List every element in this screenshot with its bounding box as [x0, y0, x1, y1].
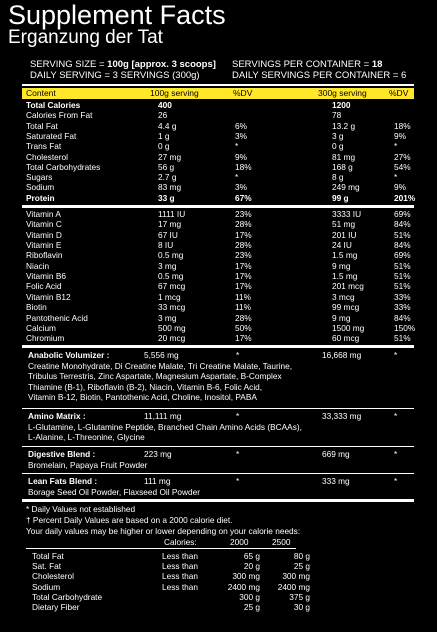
vitamin-value-300g: 201 IU	[332, 229, 357, 240]
dv-table-row	[22, 602, 414, 612]
vitamin-row	[22, 333, 414, 343]
dv-value-2500: 300 mg	[282, 571, 310, 582]
dv-2500: 2500	[272, 537, 291, 547]
macro-value-100g: 83 mg	[158, 182, 182, 193]
macro-dv-100g: 6%	[235, 120, 247, 131]
footnote-asterisk: * Daily Values not established	[26, 504, 136, 514]
vitamin-name: Vitamin D	[26, 229, 62, 240]
serving-size-label: SERVING SIZE =	[30, 59, 108, 70]
vitamin-value-100g: 67 mcg	[158, 281, 186, 292]
vitamin-value-100g: 3 mg	[158, 260, 177, 271]
header-dv-100g: %DV	[233, 88, 253, 98]
macro-dv-300g: 27%	[394, 151, 411, 162]
blend-value-300g: 669 mg	[322, 449, 350, 459]
macro-name: Total Fat	[26, 120, 58, 131]
blend-dv-100g: *	[236, 350, 240, 360]
macro-name: Total Carbohydrates	[26, 161, 101, 172]
blend-name: Digestive Blend :	[28, 449, 96, 459]
vitamin-value-300g: 51 mg	[332, 219, 356, 230]
blend-value-100g: 223 mg	[144, 449, 172, 459]
blend-ingredients: Thiamine (B-1), Riboflavin (B-2), Niacin, Vitamin B-6, Folic Acid,	[28, 381, 263, 392]
blend-dv-100g: *	[236, 449, 240, 459]
vitamin-value-100g: 8 IU	[158, 240, 174, 251]
macro-name: Total Calories	[26, 100, 81, 110]
vitamin-value-100g: 17 mg	[158, 219, 182, 230]
dv-nutrient: Total Carbohydrate	[32, 591, 103, 602]
vitamin-dv-300g: 84%	[394, 240, 411, 251]
vitamin-name: Folic Acid	[26, 281, 62, 292]
top-divider	[22, 84, 414, 86]
blend-name: Lean Fats Blend :	[28, 476, 98, 486]
dv-value-2500: 2400 mg	[277, 581, 310, 592]
vitamin-row	[22, 240, 414, 250]
blend-block	[22, 449, 414, 470]
dv-value-2000: 25 g	[243, 602, 260, 612]
header-dv-300g: %DV	[389, 88, 409, 98]
macro-value-100g: 400	[158, 100, 172, 110]
vitamin-name: Vitamin C	[26, 219, 62, 230]
vitamin-dv-100g: 28%	[235, 219, 252, 230]
macro-row	[22, 110, 414, 120]
vitamin-dv-100g: 17%	[235, 281, 252, 292]
vitamin-name: Niacin	[26, 260, 50, 271]
macro-value-300g: 13.2 g	[332, 120, 356, 131]
macro-dv-300g: 54%	[394, 161, 411, 172]
vitamin-value-300g: 201 mcg	[332, 281, 364, 292]
dv-value-2000: 20 g	[243, 561, 260, 572]
vitamin-name: Pantothenic Acid	[26, 312, 88, 323]
vitamin-row	[22, 271, 414, 281]
dv-nutrient: Cholesterol	[32, 571, 74, 582]
vitamin-value-300g: 99 mcg	[332, 302, 360, 313]
vitamin-dv-100g: 17%	[235, 260, 252, 271]
vitamin-dv-100g: 11%	[235, 302, 251, 313]
macro-value-300g: 81 mg	[332, 151, 356, 162]
macro-value-300g: 3 g	[332, 130, 344, 141]
blend-header-row	[22, 411, 414, 421]
vitamin-value-100g: 0.5 mg	[158, 271, 184, 282]
vitamin-dv-300g: 51%	[394, 271, 411, 282]
macro-dv-300g: 201%	[394, 192, 416, 203]
blend-dv-300g: *	[394, 449, 398, 459]
servings-per-container	[232, 59, 382, 70]
vitamin-value-300g: 24 IU	[332, 240, 352, 251]
dv-compare: Less than	[162, 571, 198, 582]
vitamin-dv-300g: 51%	[394, 260, 411, 271]
vitamin-dv-300g: 51%	[394, 229, 411, 240]
macro-divider	[22, 205, 414, 208]
blend-block	[22, 350, 414, 403]
vitamin-dv-100g: 11%	[235, 291, 251, 302]
macro-name: Calories From Fat	[26, 110, 93, 121]
macro-row	[22, 121, 414, 131]
blend-header-row	[22, 449, 414, 459]
vitamin-value-300g: 1.5 mg	[332, 250, 358, 261]
blend-value-100g: 5,556 mg	[144, 350, 179, 360]
dv-value-2000: 300 mg	[232, 571, 260, 582]
vitamin-dv-100g: 28%	[235, 312, 252, 323]
vitamin-divider	[22, 345, 414, 348]
blend-separator	[22, 473, 414, 474]
macro-name: Sugars	[26, 172, 53, 183]
macro-name: Cholesterol	[26, 151, 68, 162]
macro-dv-100g: 9%	[235, 151, 247, 162]
macro-value-100g: 27 mg	[158, 151, 182, 162]
macro-value-100g: 56 g	[158, 161, 175, 172]
vitamin-value-100g: 0.5 mg	[158, 250, 184, 261]
vitamin-row	[22, 230, 414, 240]
dv-table-header	[22, 537, 414, 547]
label-title: Supplement Facts	[8, 0, 226, 30]
macro-value-300g: 249 mg	[332, 182, 360, 193]
macro-name: Trans Fat	[26, 141, 62, 152]
vitamin-name: Vitamin B6	[26, 271, 66, 282]
vitamin-value-100g: 1 mcg	[158, 291, 181, 302]
macro-value-100g: 1 g	[158, 130, 170, 141]
vitamin-dv-300g: 33%	[394, 291, 411, 302]
vitamin-dv-300g: 84%	[394, 312, 411, 323]
footnote-percent: † Percent Daily Values are based on a 2000 calorie diet.	[26, 515, 233, 525]
vitamin-name: Vitamin E	[26, 240, 62, 251]
dv-value-2500: 25 g	[293, 561, 310, 572]
vitamin-value-300g: 60 mcg	[332, 333, 360, 344]
vitamin-dv-100g: 23%	[235, 250, 252, 261]
macro-dv-100g: *	[235, 172, 239, 183]
dv-value-2500: 80 g	[293, 551, 310, 561]
dv-table-rule	[26, 548, 296, 549]
vitamin-dv-300g: 51%	[394, 333, 411, 344]
serving-size	[30, 59, 216, 70]
daily-serving: DAILY SERVING = 3 SERVINGS (300g)	[30, 70, 200, 81]
macro-dv-300g: 18%	[394, 120, 411, 131]
dv-compare: Less than	[162, 561, 198, 572]
blend-value-100g: 11,111 mg	[144, 411, 182, 421]
macro-dv-100g: 18%	[235, 161, 252, 172]
vitamin-dv-100g: 17%	[235, 333, 252, 344]
vitamin-value-300g: 9 mg	[332, 312, 351, 323]
vitamin-value-300g: 1500 mg	[332, 322, 365, 333]
dv-compare: Less than	[162, 551, 198, 561]
dv-table-row	[22, 592, 414, 602]
macro-value-300g: 0 g	[332, 141, 344, 152]
vitamin-row	[22, 292, 414, 302]
macro-value-300g: 99 g	[332, 192, 349, 203]
dv-calories-label: Calories:	[164, 537, 197, 547]
daily-servings-per-container: DAILY SERVINGS PER CONTAINER = 6	[232, 70, 407, 81]
vitamin-row	[22, 209, 414, 219]
macro-name: Saturated Fat	[26, 130, 77, 141]
blend-dv-100g: *	[236, 476, 240, 486]
macro-dv-100g: 67%	[235, 192, 252, 203]
blend-dv-300g: *	[394, 411, 398, 421]
macro-value-100g: 4.4 g	[158, 120, 177, 131]
vitamin-dv-100g: 17%	[235, 271, 252, 282]
vitamin-name: Vitamin A	[26, 209, 61, 219]
dv-table-row	[22, 582, 414, 592]
label-subtitle: Erganzung der Tat	[8, 27, 163, 48]
header-100g: 100g serving	[150, 88, 199, 98]
macro-dv-300g: *	[394, 172, 398, 183]
vitamin-value-300g: 3 mcg	[332, 291, 355, 302]
blend-separator	[22, 408, 414, 409]
vitamin-name: Riboflavin	[26, 250, 63, 261]
blend-value-300g: 33,333 mg	[322, 411, 362, 421]
blend-name: Anabolic Volumizer :	[28, 350, 110, 360]
macro-dv-100g: 3%	[235, 130, 247, 141]
vitamin-row	[22, 302, 414, 312]
macro-dv-300g: 9%	[394, 130, 406, 141]
macro-value-300g: 168 g	[332, 161, 353, 172]
dv-table-row	[22, 551, 414, 561]
macro-name: Sodium	[26, 182, 55, 193]
blend-name: Amino Matrix :	[28, 411, 86, 421]
blend-header-row	[22, 476, 414, 486]
vitamin-value-100g: 1111 IU	[158, 209, 186, 219]
macro-value-300g: 78	[332, 110, 342, 121]
vitamin-dv-300g: 69%	[394, 250, 411, 261]
dv-value-2000: 2400 mg	[227, 581, 260, 592]
blend-value-300g: 16,668 mg	[322, 350, 362, 360]
vitamin-row	[22, 261, 414, 271]
footnote-calories: Your daily values may be higher or lower depending on your calorie needs:	[26, 526, 301, 536]
blend-ingredients: Creatine Monohydrate, Di Creatine Malate, Tri Creatine Malate, Taurine,	[28, 361, 293, 371]
macro-value-100g: 26	[158, 110, 168, 121]
blend-block	[22, 411, 414, 443]
blend-value-300g: 333 mg	[322, 476, 350, 486]
vitamin-dv-300g: 51%	[394, 281, 411, 292]
vitamin-value-100g: 20 mcg	[158, 333, 186, 344]
macro-row	[22, 141, 414, 151]
blend-dv-300g: *	[394, 476, 398, 486]
vitamin-row	[22, 250, 414, 260]
blend-header-row	[22, 350, 414, 360]
macro-row	[22, 162, 414, 172]
blend-ingredients: Bromelain, Papaya Fruit Powder	[28, 460, 148, 470]
vitamin-dv-300g: 33%	[394, 302, 411, 313]
blend-block	[22, 476, 414, 497]
blend-dv-300g: *	[394, 350, 398, 360]
macro-name: Protein	[26, 192, 55, 203]
macro-value-300g: 8 g	[332, 172, 344, 183]
vitamin-dv-300g: 84%	[394, 219, 411, 230]
vitamin-row	[22, 323, 414, 333]
macro-value-300g: 1200	[332, 100, 351, 110]
dv-nutrient: Total Fat	[32, 551, 64, 561]
macro-dv-100g: *	[235, 141, 239, 152]
blend-ingredients: Vitamin B-12, Biotin, Pantothenic Acid, Choline, Inositol, PABA	[28, 392, 257, 403]
vitamin-dv-100g: 17%	[235, 229, 252, 240]
vitamin-name: Calcium	[26, 322, 56, 333]
dv-2000: 2000	[230, 537, 249, 547]
vitamin-value-100g: 500 mg	[158, 322, 186, 333]
macro-dv-100g: 3%	[235, 182, 247, 193]
header-content: Content	[26, 88, 56, 98]
vitamin-row	[22, 219, 414, 229]
blend-ingredients: Borage Seed Oil Powder, Flaxseed Oil Powder	[28, 487, 201, 497]
dv-value-2500: 375 g	[289, 591, 310, 602]
column-header	[22, 88, 414, 99]
vitamin-value-100g: 3 mg	[158, 312, 177, 323]
dv-nutrient: Sodium	[32, 581, 61, 592]
macro-value-100g: 0 g	[158, 141, 170, 152]
servings-per-container-label: SERVINGS PER CONTAINER =	[232, 59, 372, 70]
serving-size-value: 100g [approx. 3 scoops]	[107, 59, 216, 70]
macro-row	[22, 100, 414, 110]
macro-value-100g: 33 g	[158, 192, 175, 203]
vitamin-name: Vitamin B12	[26, 291, 71, 302]
dv-nutrient: Dietary Fiber	[32, 602, 80, 612]
vitamin-value-300g: 1.5 mg	[332, 271, 358, 282]
dv-value-2500: 30 g	[293, 602, 310, 612]
vitamin-name: Chromium	[26, 333, 65, 344]
dv-value-2000: 300 g	[239, 591, 260, 602]
vitamin-dv-100g: 28%	[235, 240, 252, 251]
vitamin-value-100g: 33 mcg	[158, 302, 186, 313]
macro-dv-300g: *	[394, 141, 398, 152]
blend-value-100g: 111 mg	[144, 476, 171, 486]
header-300g: 300g serving	[318, 88, 367, 98]
macro-dv-300g: 9%	[394, 182, 406, 193]
vitamin-dv-300g: 150%	[394, 322, 416, 333]
blend-divider	[22, 499, 414, 502]
dv-nutrient: Sat. Fat	[32, 561, 62, 572]
vitamin-value-300g: 9 mg	[332, 260, 351, 271]
dv-table-row	[22, 571, 414, 581]
vitamin-name: Biotin	[26, 302, 47, 313]
macro-row	[22, 193, 414, 203]
macro-row	[22, 172, 414, 182]
vitamin-dv-100g: 50%	[235, 322, 252, 333]
servings-per-container-value: 18	[371, 59, 383, 70]
blend-ingredients: Tribulus Terrestris, Zinc Aspartate, Magnesium Aspartate, B-Complex	[28, 371, 282, 382]
macro-row	[22, 152, 414, 162]
macro-row	[22, 182, 414, 192]
vitamin-value-300g: 3333 IU	[332, 209, 362, 219]
vitamin-dv-300g: 69%	[394, 209, 411, 219]
dv-table-row	[22, 561, 414, 571]
dv-value-2000: 65 g	[243, 551, 260, 561]
blend-separator	[22, 446, 414, 447]
vitamin-dv-100g: 23%	[235, 209, 252, 219]
blend-dv-100g: *	[236, 411, 240, 421]
blend-ingredients: L-Alanine, L-Threonine, Glycine	[28, 432, 145, 443]
vitamin-row	[22, 281, 414, 291]
macro-value-100g: 2.7 g	[158, 172, 177, 183]
blend-ingredients: L-Glutamine, L-Glutamine Peptide, Branched Chain Amino Acids (BCAAs),	[28, 422, 302, 432]
vitamin-row	[22, 313, 414, 323]
macro-row	[22, 131, 414, 141]
dv-compare: Less than	[162, 581, 198, 592]
vitamin-value-100g: 67 IU	[158, 229, 178, 240]
